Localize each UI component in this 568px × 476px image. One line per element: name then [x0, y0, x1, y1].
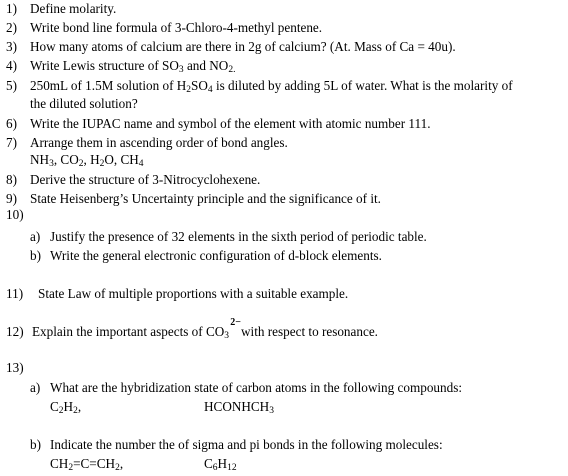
question-text: Explain the important aspects of $CO_3$ 2− with respect to resonance. — [32, 317, 378, 341]
question-6 — [6, 116, 431, 132]
compound-ethyne: $C_2H_2$, — [50, 399, 82, 416]
question-number: 1) — [6, 1, 17, 16]
question-7 — [6, 135, 288, 151]
ion-charge: 2− — [230, 317, 241, 328]
question-4 — [6, 58, 236, 75]
question-1 — [6, 1, 117, 17]
question-10a — [30, 229, 427, 245]
question-number: 11) — [6, 286, 24, 301]
subquestion-label: a) — [30, 229, 41, 244]
compound-methylformamide: $HCONHCH_3$ — [204, 399, 274, 416]
question-number: 6) — [6, 116, 17, 131]
subquestion-label: a) — [30, 380, 41, 395]
question-7-formulas: $NH_3$, $CO_2$, $H_2O$, $CH_4$ — [30, 152, 144, 169]
question-text: State Heisenberg’s Uncertainty principle and the significance of it. — [30, 191, 381, 206]
question-12 — [6, 317, 378, 341]
question-number: 4) — [6, 58, 17, 73]
question-11 — [6, 286, 349, 302]
subquestion-text: Justify the presence of 32 elements in the sixth period of periodic table. — [50, 229, 427, 244]
question-text: Write bond line formula of 3-Chloro-4-methyl pentene. — [30, 20, 323, 35]
question-number: 2) — [6, 20, 17, 35]
question-9 — [6, 191, 381, 207]
subquestion-label: b) — [30, 248, 41, 263]
subquestion-text: What are the hybridization state of carbon atoms in the following compounds: — [50, 380, 462, 395]
question-text: Write Lewis structure of $SO_3$ and $NO_{2.}$ — [30, 58, 236, 75]
question-number: 12) — [6, 324, 24, 339]
question-number: 9) — [6, 191, 17, 206]
question-text: Define molarity. — [30, 1, 117, 16]
question-5 — [6, 78, 513, 95]
question-number: 3) — [6, 39, 17, 54]
question-2 — [6, 20, 323, 36]
question-10b — [30, 248, 382, 264]
question-5-continuation: the diluted solution? — [30, 96, 138, 111]
question-13a — [30, 380, 462, 396]
question-text: 250mL of 1.5M solution of $H_2SO_4$ is diluted by adding 5L of water. What is the molarity of — [30, 78, 513, 95]
molecule-hexane: $C_6H_{12}$ — [204, 456, 237, 473]
subquestion-text: Write the general electronic configuration of d-block elements. — [50, 248, 382, 263]
question-number: 8) — [6, 172, 17, 187]
question-text: State Law of multiple proportions with a suitable example. — [38, 286, 349, 301]
subquestion-label: b) — [30, 437, 41, 452]
question-13-number: 13) — [6, 360, 24, 375]
question-number: 5) — [6, 78, 17, 93]
question-13b — [30, 437, 443, 453]
question-text: Derive the structure of 3-Nitrocyclohexene. — [30, 172, 261, 187]
subquestion-text: Indicate the number the of sigma and pi bonds in the following molecules: — [50, 437, 443, 452]
question-text: Arrange them in ascending order of bond angles. — [30, 135, 288, 150]
question-text: Write the IUPAC name and symbol of the element with atomic number 111. — [30, 116, 431, 131]
question-10-number: 10) — [6, 207, 24, 222]
molecule-allene: $CH_2=C=CH_2$, — [50, 456, 124, 473]
question-3 — [6, 39, 456, 55]
question-number: 7) — [6, 135, 17, 150]
question-8 — [6, 172, 261, 188]
question-text: How many atoms of calcium are there in 2g of calcium? (At. Mass of Ca = 40u). — [30, 39, 456, 54]
